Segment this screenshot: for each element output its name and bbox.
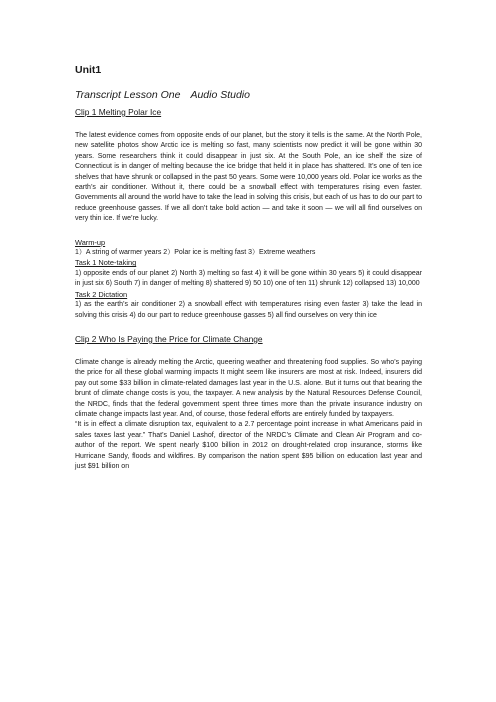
task1-heading: Task 1 Note-taking [75, 258, 137, 268]
clip1-paragraph: The latest evidence comes from opposite ends of our planet, but the story it tells is the same. At the North Pole, new satellite photos show Arctic ice is melting so fast, many scientists now predict it will be gone within 30 years. Some researchers think it could disappear in just six. At the South Pole, an ice shelf the size of Connecticut is in danger of melting because the ice bridge that held it in place has shattered. It’s one of ten ice shelves that have shrunk or collapsed in the past 50 years. Some were 10,000 years old. Polar ice works as the earth’s air conditioner. Without it, there could be a snowball effect with temperatures rising even faster. Governments all around the world have to take the lead in solving this crisis, but each of us has to do our part to reduce greenhouse gasses. If we all don’t take bold action — and take it soon — we will all find ourselves on very thin ice. If we’re lucky. [75, 132, 422, 223]
clip1-heading: Clip 1 Melting Polar Ice [75, 107, 162, 117]
task1-answers: 1) opposite ends of our planet 2) North 3) melting so fast 4) it will be gone within 30 years 5) it could disappear in just six 6) South 7) in danger of melting 8) shattered 9) 50 10) one of ten 11) shrunk 12) collapsed 13) 10,000 [75, 269, 422, 288]
unit-title: Unit1 [75, 64, 102, 76]
transcript-title [75, 89, 422, 101]
clip2-heading: Clip 2 Who Is Paying the Price for Climate Change [75, 333, 263, 344]
document-page [75, 64, 422, 472]
clip2-paragraph-1: Climate change is already melting the Arctic, queering weather and threatening food supplies. So who’s paying the price for all these global warming impacts It might seem like insurers are most at risk. Indeed, insurers did pay out some $33 billion in climate-related damages last year in the U.S. alone. But it turns out that bearing the brunt of climate change costs is you, the taxpayer. A new analysis by the Natural Resources Defense Council, the NRDC, finds that the federal government spent three times more than the private insurance industry on climate change impacts last year. And, of course, those federal efforts are entirely funded by taxpayers. [75, 358, 422, 418]
task2-answers: 1) as the earth’s air conditioner 2) a snowball effect with temperatures rising even faster 3) take the lead in solving this crisis 4) do our part to reduce greenhouse gasses 5) all find ourselves on very thin ice [75, 301, 422, 319]
warmup-items: 1）A string of warmer years 2）Polar ice is melting fast 3）Extreme weathers [75, 249, 316, 257]
task2-heading: Task 2 Dictation [75, 289, 128, 299]
warmup-heading: Warm-up [75, 237, 106, 247]
transcript-studio-label: Audio Studio [190, 89, 250, 101]
clip2-paragraph-2: “It is in effect a climate disruption tax, equivalent to a 2.7 percentage point increase in what Americans paid in sales taxes last year.” That’s Daniel Lashof, director of the NRDC’s Climate and Clean Air Program and co-author of the report. We spent nearly $100 billion in 2012 on drought-related crop insurance, storms like Hurricane Sandy, floods and wildfires. By comparison the nation spent $95 billion on education last year and just $91 billion on [75, 421, 422, 470]
transcript-lesson-title: Transcript Lesson One [75, 89, 181, 101]
